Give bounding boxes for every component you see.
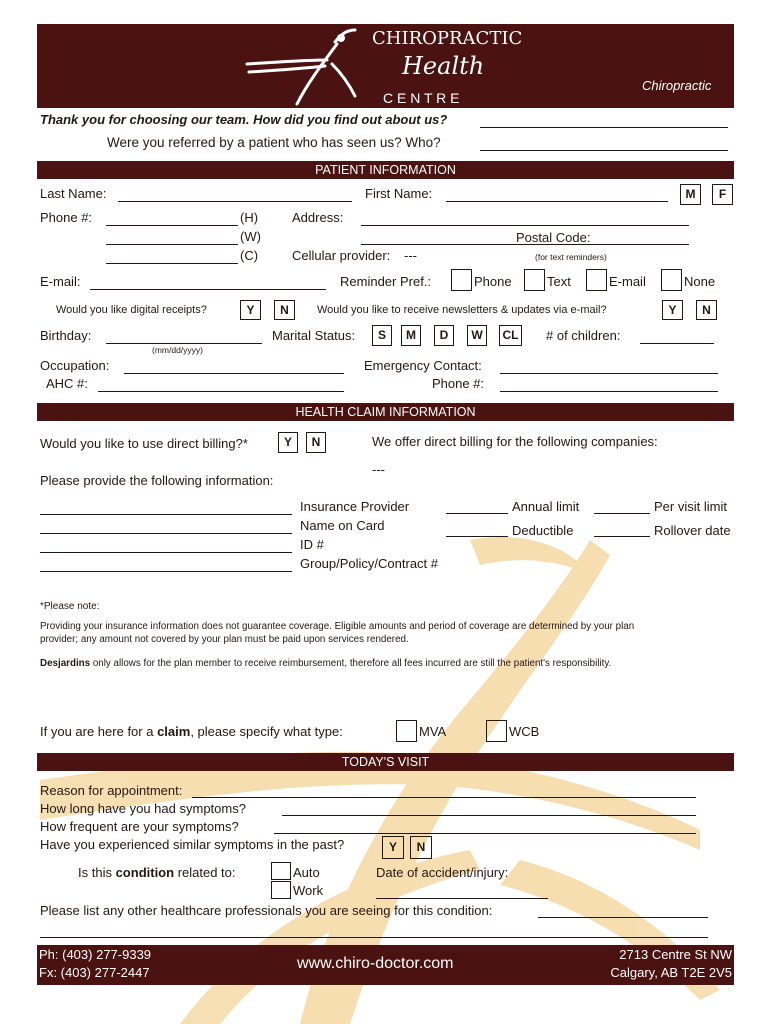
direct-billing-no[interactable]: N [306, 432, 326, 453]
pref-phone-checkbox[interactable] [451, 269, 472, 291]
cellular-provider-label: Cellular provider: [292, 248, 391, 263]
experienced-label: Have you experienced similar symptoms in the past? [40, 837, 345, 852]
emergency-phone-label: Phone #: [432, 376, 485, 391]
how-found-field[interactable] [480, 127, 728, 128]
auto-label: Auto [293, 865, 320, 880]
how-frequent-label: How frequent are your symptoms? [40, 819, 239, 834]
group-policy-label: Group/Policy/Contract # [300, 556, 439, 571]
marital-status-label: Marital Status: [272, 328, 356, 343]
first-name-label: First Name: [365, 186, 433, 201]
footer-fax: Fx: (403) 277-2447 [39, 965, 150, 980]
email-field[interactable] [90, 289, 326, 290]
rollover-date-field[interactable] [594, 536, 650, 537]
id-label: ID # [300, 537, 324, 552]
we-offer-text: We offer direct billing for the following companies: [372, 434, 658, 449]
occupation-label: Occupation: [40, 358, 110, 373]
please-provide-label: Please provide the following information: [40, 473, 274, 488]
marital-m[interactable]: M [401, 325, 421, 346]
deductible-field[interactable] [446, 536, 508, 537]
pref-text-label: Text [547, 274, 571, 289]
claim-wcb-checkbox[interactable] [486, 720, 507, 742]
condition-label [78, 865, 236, 880]
per-visit-limit-label: Per visit limit [654, 499, 727, 514]
brand-line-1: CHIROPRACTIC [372, 28, 523, 49]
date-of-accident-field[interactable] [376, 898, 548, 899]
how-long-field[interactable] [282, 815, 696, 816]
pref-phone-label: Phone [474, 274, 512, 289]
marital-w[interactable]: W [467, 325, 487, 346]
condition-suffix: related to: [174, 865, 236, 880]
phone-work-suffix: (W) [240, 229, 261, 244]
ahc-field[interactable] [98, 391, 344, 392]
referred-field[interactable] [480, 150, 728, 151]
reminder-pref-label: Reminder Pref.: [340, 274, 432, 289]
marital-d[interactable]: D [434, 325, 454, 346]
health-claim-heading: HEALTH CLAIM INFORMATION [37, 403, 734, 421]
direct-billing-label: Would you like to use direct billing?* [40, 436, 248, 451]
desjardins-bold: Desjardins [40, 658, 91, 669]
phone-home-field[interactable] [106, 225, 238, 226]
digital-receipts-no[interactable]: N [274, 300, 295, 320]
other-professionals-field-1[interactable] [538, 917, 708, 918]
date-of-accident-label: Date of accident/injury: [376, 865, 509, 880]
auto-checkbox[interactable] [271, 862, 291, 880]
newsletters-yes[interactable]: Y [662, 300, 683, 320]
condition-prefix: Is this [78, 865, 116, 880]
ahc-label: AHC #: [46, 376, 88, 391]
footer-website[interactable]: www.chiro-doctor.com [297, 955, 454, 972]
companies-value: --- [372, 462, 385, 477]
pref-email-checkbox[interactable] [586, 269, 607, 291]
address-label: Address: [292, 210, 344, 225]
digital-receipts-yes[interactable]: Y [240, 300, 261, 320]
note-label: *Please note: [40, 601, 100, 612]
experienced-no[interactable]: N [410, 836, 432, 859]
work-label: Work [293, 883, 324, 898]
birthday-label: Birthday: [40, 328, 92, 343]
other-professionals-label: Please list any other healthcare professionals you are seeing for this condition: [40, 903, 493, 918]
emergency-phone-field[interactable] [500, 391, 718, 392]
claim-mva-checkbox[interactable] [396, 720, 417, 742]
pref-none-checkbox[interactable] [661, 269, 682, 291]
per-visit-limit-field[interactable] [594, 513, 650, 514]
footer-banner [37, 945, 734, 985]
pref-none-label: None [684, 274, 716, 289]
children-label: # of children: [546, 328, 621, 343]
insurance-provider-field[interactable] [40, 514, 292, 515]
id-field[interactable] [40, 552, 292, 553]
address-field-1[interactable] [361, 225, 689, 226]
todays-visit-heading: TODAY'S VISIT [37, 753, 734, 771]
reason-label: Reason for appointment: [40, 783, 183, 798]
digital-receipts-label: Would you like digital receipts? [56, 304, 207, 316]
email-label: E-mail: [40, 274, 81, 289]
first-name-field[interactable] [446, 201, 668, 202]
name-on-card-field[interactable] [40, 533, 292, 534]
reason-field[interactable] [192, 797, 696, 798]
text-reminders-note: (for text reminders) [535, 252, 607, 262]
footer-address-2: Calgary, AB T2E 2V5 [610, 965, 732, 980]
deductible-label: Deductible [512, 523, 574, 538]
claim-type-label [40, 724, 343, 739]
occupation-field[interactable] [124, 373, 344, 374]
direct-billing-yes[interactable]: Y [278, 432, 298, 453]
note-text-1: Providing your insurance information does not guarantee coverage. Eligible amounts and period of coverage are determined by your plan [40, 621, 635, 632]
claim-suffix: , please specify what type: [190, 724, 343, 739]
rollover-date-label: Rollover date [654, 523, 731, 538]
insurance-provider-label: Insurance Provider [300, 499, 410, 514]
note-text-2: provider; any amount not covered by your plan must be paid upon services rendered. [40, 634, 409, 645]
desjardins-text: only allows for the plan member to receive reimbursement, therefore all fees incurred are still the patient's responsibility. [90, 658, 612, 669]
name-on-card-label: Name on Card [300, 518, 385, 533]
annual-limit-label: Annual limit [512, 499, 580, 514]
pref-text-checkbox[interactable] [524, 269, 545, 291]
cellular-provider-value[interactable]: --- [404, 248, 417, 263]
annual-limit-field[interactable] [446, 513, 508, 514]
newsletters-label: Would you like to receive newsletters & updates via e-mail? [317, 304, 607, 316]
brand-line-2: Health [402, 52, 485, 80]
condition-bold: condition [115, 865, 175, 880]
phone-home-suffix: (H) [240, 210, 259, 225]
last-name-label: Last Name: [40, 186, 107, 201]
phone-label: Phone #: [40, 210, 93, 225]
desjardins-note [40, 658, 611, 670]
sex-m-checkbox[interactable]: M [680, 184, 701, 205]
pref-email-label: E-mail [609, 274, 646, 289]
claim-bold: claim [157, 724, 191, 739]
emergency-contact-field[interactable] [500, 373, 718, 374]
phone-cell-field[interactable] [106, 263, 238, 264]
group-policy-field[interactable] [40, 571, 292, 572]
marital-cl[interactable]: CL [499, 325, 522, 346]
last-name-field[interactable] [118, 201, 352, 202]
how-frequent-field[interactable] [274, 833, 696, 834]
postal-code-label: Postal Code: [516, 230, 591, 245]
phone-work-field[interactable] [106, 244, 238, 245]
marital-s[interactable]: S [372, 325, 392, 346]
patient-info-heading: PATIENT INFORMATION [37, 161, 734, 179]
claim-prefix: If you are here for a [40, 724, 158, 739]
claim-wcb-label: WCB [509, 724, 540, 739]
children-field[interactable] [640, 343, 714, 344]
header-banner [37, 24, 734, 108]
tagline: Chiropractic [642, 78, 712, 93]
birthday-format: (mm/dd/yyyy) [152, 345, 203, 355]
experienced-yes[interactable]: Y [382, 836, 404, 859]
emergency-contact-label: Emergency Contact: [364, 358, 482, 373]
claim-mva-label: MVA [419, 724, 447, 739]
how-long-label: How long have you had symptoms? [40, 801, 246, 816]
phone-cell-suffix: (C) [240, 248, 259, 263]
birthday-field[interactable] [106, 343, 262, 344]
referred-label: Were you referred by a patient who has seen us? Who? [107, 135, 441, 150]
chiropractic-figure-icon [237, 24, 367, 108]
thank-you-text: Thank you for choosing our team. How did you find out about us? [40, 112, 448, 127]
newsletters-no[interactable]: N [696, 300, 717, 320]
footer-address-1: 2713 Centre St NW [619, 947, 732, 962]
brand-line-3: C E N T R E [383, 90, 460, 106]
address-field-2[interactable] [361, 244, 689, 245]
other-professionals-field-2[interactable] [40, 937, 708, 938]
footer-phone: Ph: (403) 277-9339 [39, 947, 152, 962]
work-checkbox[interactable] [271, 881, 291, 899]
sex-f-checkbox[interactable]: F [712, 184, 733, 205]
